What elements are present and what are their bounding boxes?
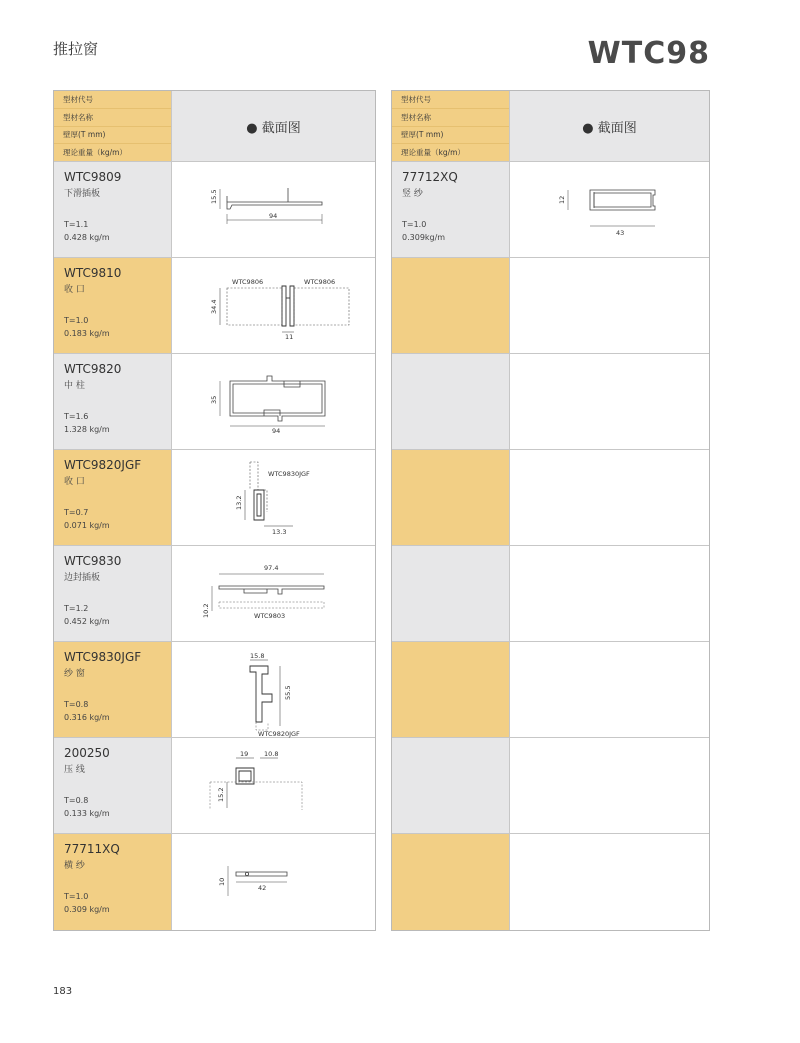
profile-table-right [391, 90, 710, 931]
profile-info [54, 546, 171, 641]
profile-wtc9820jgf-icon [172, 450, 377, 546]
profile-spec [64, 602, 110, 628]
profile-wtc9810-icon [172, 258, 377, 354]
profile-info [392, 546, 509, 641]
profile-wtc200250-icon [172, 738, 377, 834]
profile-spec [64, 698, 110, 724]
header-label-name: 型材名称 [392, 109, 509, 127]
profile-drawing [171, 162, 375, 257]
profile-code: WTC9820JGF [64, 458, 142, 472]
header-labels [54, 91, 171, 161]
profile-drawing [171, 546, 375, 641]
profile-thickness: T=1.6 [64, 412, 89, 421]
dim-width: 94 [272, 427, 281, 435]
profile-weight: 0.452 kg/m [64, 617, 110, 626]
profile-info [392, 162, 509, 257]
profile-info [54, 258, 171, 353]
profile-name: 竖 纱 [402, 189, 423, 199]
profile-info [392, 450, 509, 545]
mate-label: WTC9820JGF [258, 730, 300, 738]
profile-table-left [53, 90, 376, 931]
profile-code: 77712XQ [402, 170, 458, 184]
profile-thickness: T=1.2 [64, 604, 89, 613]
profile-code: 200250 [64, 746, 110, 760]
table-row [54, 642, 375, 738]
profile-info [54, 642, 171, 737]
profile-weight: 0.309kg/m [402, 233, 446, 242]
profile-weight: 0.071 kg/m [64, 521, 110, 530]
profile-drawing [509, 642, 709, 737]
profile-spec [64, 794, 110, 820]
profile-thickness: T=0.7 [64, 508, 89, 517]
header-labels [392, 91, 509, 161]
header-label-code: 型材代号 [392, 91, 509, 109]
profile-weight: 1.328 kg/m [64, 425, 110, 434]
profile-wtc9809-icon [172, 162, 377, 258]
table-row [54, 258, 375, 354]
table-row [54, 450, 375, 546]
profile-drawing [171, 450, 375, 545]
dim-height: 35 [210, 395, 218, 404]
profile-info [392, 258, 509, 353]
profile-thickness: T=1.0 [64, 892, 89, 901]
profile-wtc9830-icon [172, 546, 377, 642]
dim-width: 15.8 [250, 652, 265, 660]
table-row [54, 354, 375, 450]
profile-info [392, 354, 509, 449]
profile-spec [64, 218, 110, 244]
header-label-weight: 理论重量（kg/m） [63, 148, 127, 158]
profile-drawing [509, 546, 709, 641]
profile-77712xq-icon [510, 162, 711, 258]
profile-weight: 0.316 kg/m [64, 713, 110, 722]
profile-thickness: T=1.1 [64, 220, 89, 229]
profile-drawing [509, 258, 709, 353]
dim-height: 12 [558, 195, 566, 204]
profile-drawing [171, 834, 375, 930]
profile-thickness: T=1.0 [64, 316, 89, 325]
profile-thickness: T=0.8 [64, 796, 89, 805]
profile-name: 边封插板 [64, 573, 101, 583]
mate-label: WTC9830JGF [268, 470, 310, 478]
header-section-title: ● 截面图 [509, 91, 709, 161]
mate-label: WTC9803 [254, 612, 286, 620]
dim-width: 10.8 [264, 750, 279, 758]
table-row [392, 738, 709, 834]
dim-width: 43 [616, 229, 625, 237]
table-row [392, 162, 709, 258]
profile-info [54, 162, 171, 257]
profile-name: 收 口 [64, 477, 85, 487]
table-row [392, 642, 709, 738]
profile-info [392, 642, 509, 737]
profile-wtc9830jgf-icon [172, 642, 377, 738]
profile-info [54, 354, 171, 449]
profile-drawing [509, 450, 709, 545]
table-header [54, 91, 375, 162]
profile-name: 下滑插板 [64, 189, 101, 199]
dim-width: 42 [258, 884, 267, 892]
profile-77711xq-icon [172, 834, 377, 930]
page-number: 183 [53, 986, 73, 997]
profile-weight: 0.133 kg/m [64, 809, 110, 818]
profile-code: WTC9809 [64, 170, 122, 184]
profile-spec [64, 890, 110, 916]
table-row [54, 162, 375, 258]
table-row [392, 834, 709, 930]
profile-spec [402, 218, 445, 244]
profile-code: WTC9830JGF [64, 650, 142, 664]
profile-drawing [509, 738, 709, 833]
profile-drawing [509, 162, 709, 257]
header-section-title: ● 截面图 [171, 91, 375, 161]
table-row [392, 450, 709, 546]
profile-weight: 0.309 kg/m [64, 905, 110, 914]
dim-height: 15.2 [217, 787, 225, 802]
profile-spec [64, 410, 110, 436]
dim-height: 10.2 [202, 603, 210, 618]
profile-drawing [171, 642, 375, 737]
profile-spec [64, 314, 110, 340]
profile-info [392, 738, 509, 833]
profile-name: 收 口 [64, 285, 85, 295]
dim-width: 11 [285, 333, 294, 341]
profile-code: WTC9830 [64, 554, 122, 568]
table-row [54, 738, 375, 834]
header-label-weight: 理论重量（kg/m） [401, 148, 465, 158]
profile-drawing [509, 834, 709, 930]
table-row [392, 354, 709, 450]
table-header [392, 91, 709, 162]
profile-thickness: T=1.0 [402, 220, 427, 229]
dim-width: 94 [269, 212, 278, 220]
profile-info [54, 738, 171, 833]
header-label-thickness: 壁厚(T mm) [54, 127, 171, 145]
profile-thickness: T=0.8 [64, 700, 89, 709]
header-label-code: 型材代号 [54, 91, 171, 109]
profile-name: 纱 窗 [64, 669, 85, 679]
profile-code: WTC9810 [64, 266, 122, 280]
profile-name: 中 柱 [64, 381, 85, 391]
header-label-thickness: 壁厚(T mm) [392, 127, 509, 145]
dim-height: 13.2 [235, 495, 243, 510]
dim-height: 55.5 [284, 685, 292, 700]
page-category: 推拉窗 [53, 40, 99, 58]
profile-name: 横 纱 [64, 861, 85, 871]
header-label-name: 型材名称 [54, 109, 171, 127]
dim-width: 13.3 [272, 528, 287, 536]
profile-drawing [171, 258, 375, 353]
mate-label: WTC9806 [232, 278, 264, 286]
profile-spec [64, 506, 110, 532]
profile-drawing [171, 738, 375, 833]
dim-height: 34.4 [210, 299, 218, 314]
dim-width: 19 [240, 750, 249, 758]
mate-label: WTC9806 [304, 278, 336, 286]
table-row [54, 834, 375, 930]
profile-drawing [171, 354, 375, 449]
table-row [54, 546, 375, 642]
series-title: WTC98 [587, 36, 710, 71]
profile-code: WTC9820 [64, 362, 122, 376]
profile-drawing [509, 354, 709, 449]
table-row [392, 258, 709, 354]
table-row [392, 546, 709, 642]
profile-wtc9820-icon [172, 354, 377, 450]
profile-info [54, 450, 171, 545]
dim-width: 97.4 [264, 564, 279, 572]
profile-info [54, 834, 171, 930]
profile-weight: 0.428 kg/m [64, 233, 110, 242]
profile-name: 压 线 [64, 765, 85, 775]
profile-code: 77711XQ [64, 842, 120, 856]
profile-info [392, 834, 509, 930]
dim-height: 15.5 [210, 189, 218, 204]
dim-height: 10 [218, 877, 226, 886]
profile-weight: 0.183 kg/m [64, 329, 110, 338]
